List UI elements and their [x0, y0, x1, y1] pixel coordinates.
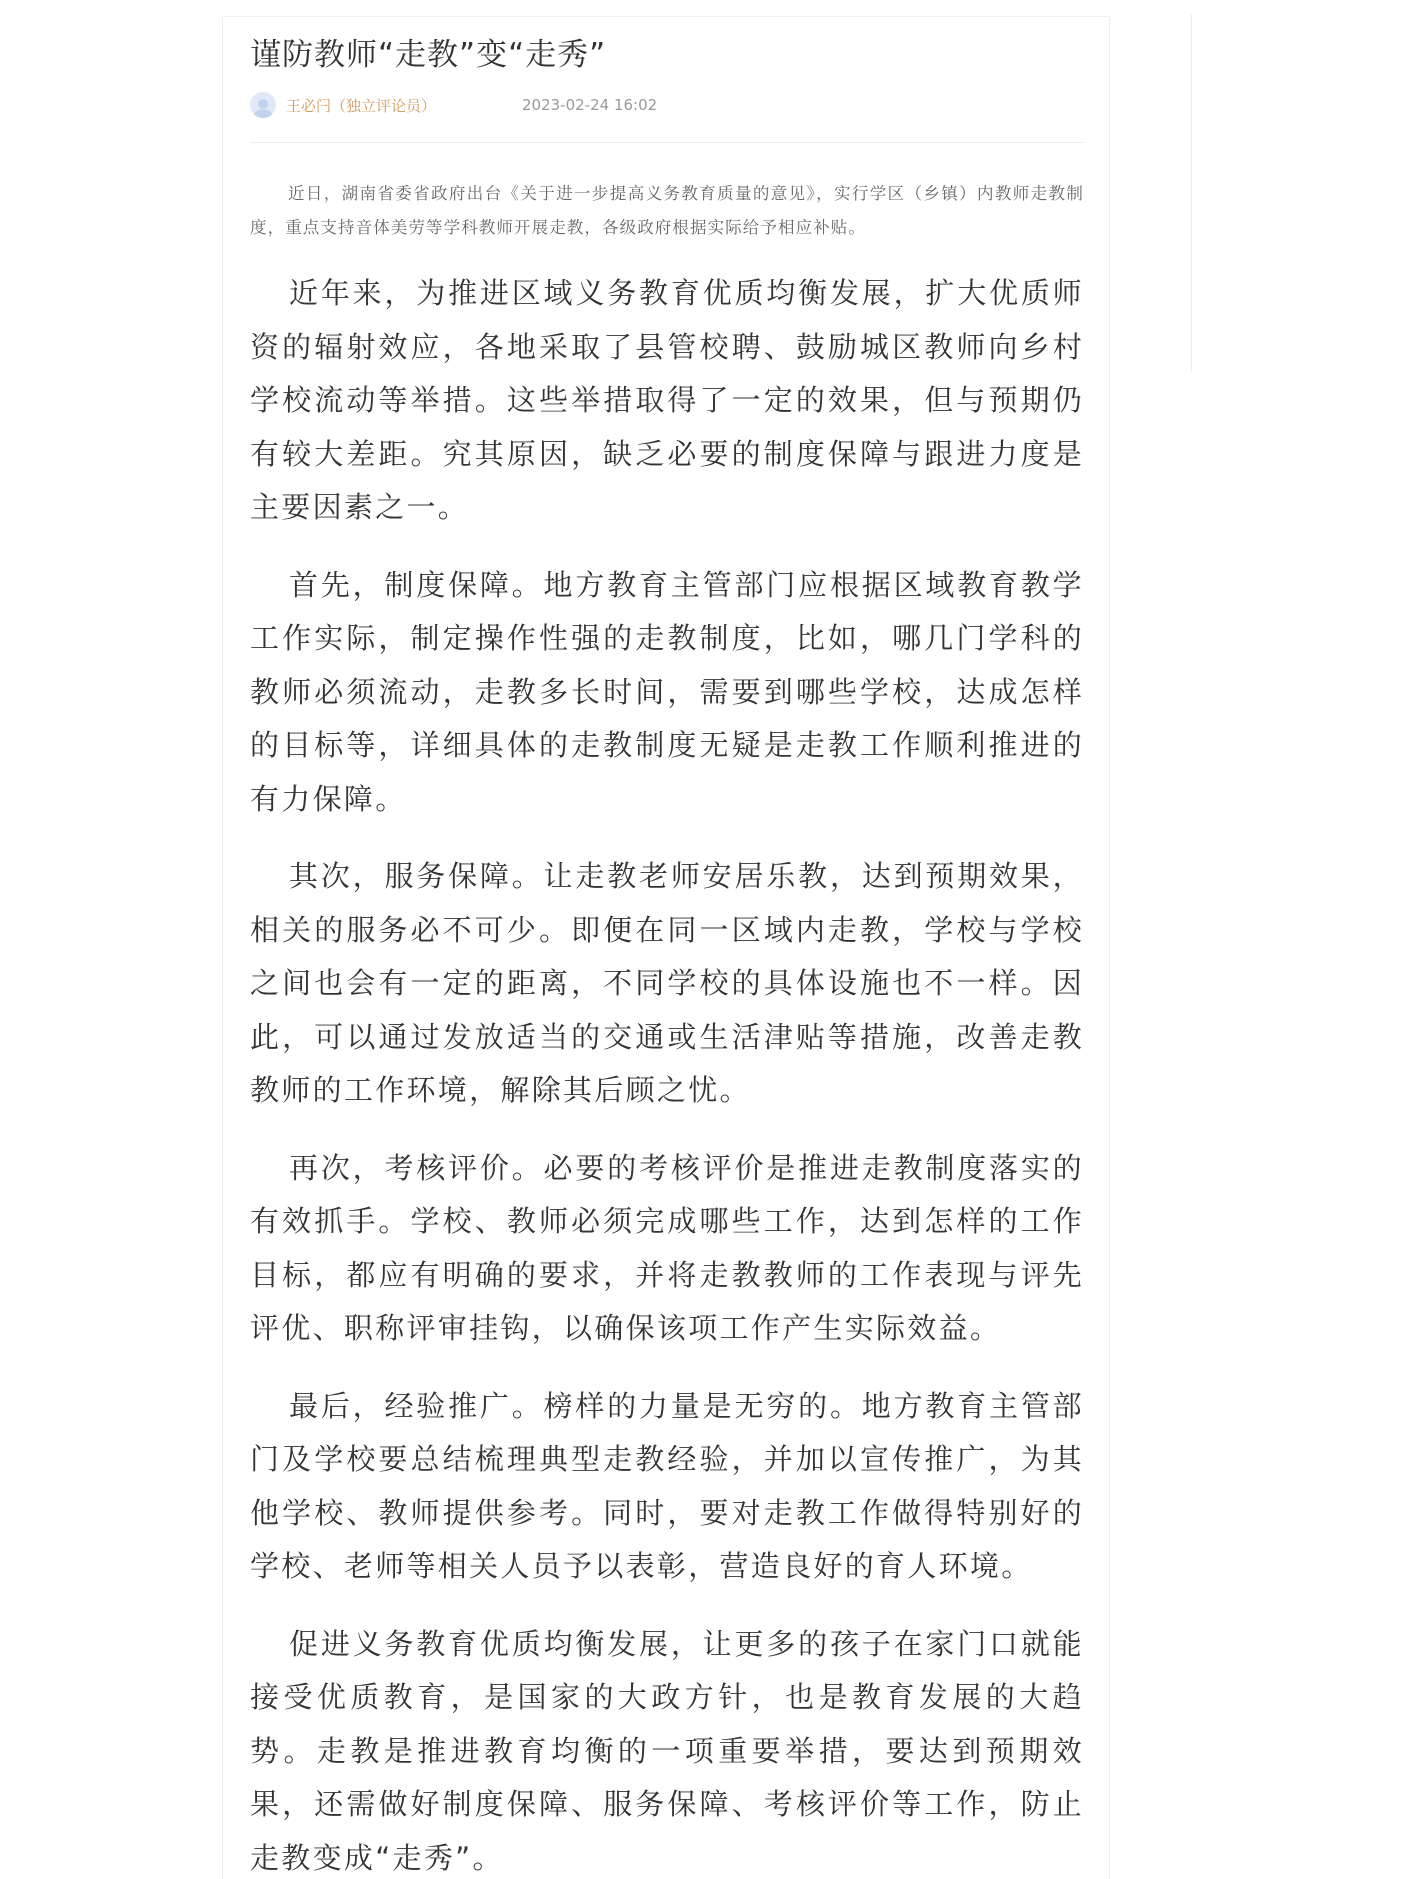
article-title: 谨防教师“走教”变“走秀”: [250, 37, 607, 73]
body-paragraph: 最后，经验推广。榜样的力量是无穷的。地方教育主管部门及学校要总结梳理典型走教经验，并加以宣传推广，为其他学校、教师提供参考。同时，要对走教工作做得特别好的学校、老师等相关人员予以表彰，营造良好的育人环境。: [250, 1388, 1084, 1583]
article-content: [250, 30, 1084, 1879]
body-paragraph: 再次，考核评价。必要的考核评价是推进走教制度落实的有效抓手。学校、教师必须完成哪些工作，达到怎样的工作目标，都应有明确的要求，并将走教教师的工作表现与评先评优、职称评审挂钩，以确保该项工作产生实际效益。: [250, 1150, 1084, 1345]
user-avatar-icon[interactable]: [250, 92, 276, 118]
body-paragraph: 首先，制度保障。地方教育主管部门应根据区域教育教学工作实际，制定操作性强的走教制度，比如，哪几门学科的教师必须流动，走教多长时间，需要到哪些学校，达成怎样的目标等，详细具体的走教制度无疑是走教工作顺利推进的有力保障。: [250, 567, 1084, 816]
author-name[interactable]: 王必闩（独立评论员）: [286, 96, 437, 115]
header-divider: [250, 142, 1084, 143]
body-paragraph: 近年来，为推进区域义务教育优质均衡发展，扩大优质师资的辐射效应，各地采取了县管校聘、鼓励城区教师向乡村学校流动等举措。这些举措取得了一定的效果，但与预期仍有较大差距。究其原因，缺乏必要的制度保障与跟进力度是主要因素之一。: [250, 276, 1084, 524]
publish-date: 2023-02-24 16:02: [522, 96, 658, 114]
article-summary: 近日，湖南省委省政府出台《关于进一步提高义务教育质量的意见》，实行学区（乡镇）内教师走教制度，重点支持音体美劳等学科教师开展走教，各级政府根据实际给予相应补贴。: [250, 184, 1084, 237]
side-divider: [1191, 14, 1192, 372]
article-meta: [250, 90, 1084, 120]
body-paragraph: 其次，服务保障。让走教老师安居乐教，达到预期效果，相关的服务必不可少。即便在同一区域内走教，学校与学校之间也会有一定的距离，不同学校的具体设施也不一样。因此，可以通过发放适当的交通或生活津贴等措施，改善走教教师的工作环境，解除其后顾之忧。: [250, 859, 1084, 1107]
body-paragraph: 促进义务教育优质均衡发展，让更多的孩子在家门口就能接受优质教育，是国家的大政方针，也是教育发展的大趋势。走教是推进教育均衡的一项重要举措，要达到预期效果，还需做好制度保障、服务保障、考核评价等工作，防止走教变成“走秀”。: [250, 1626, 1084, 1875]
article-body: [250, 267, 1084, 1879]
